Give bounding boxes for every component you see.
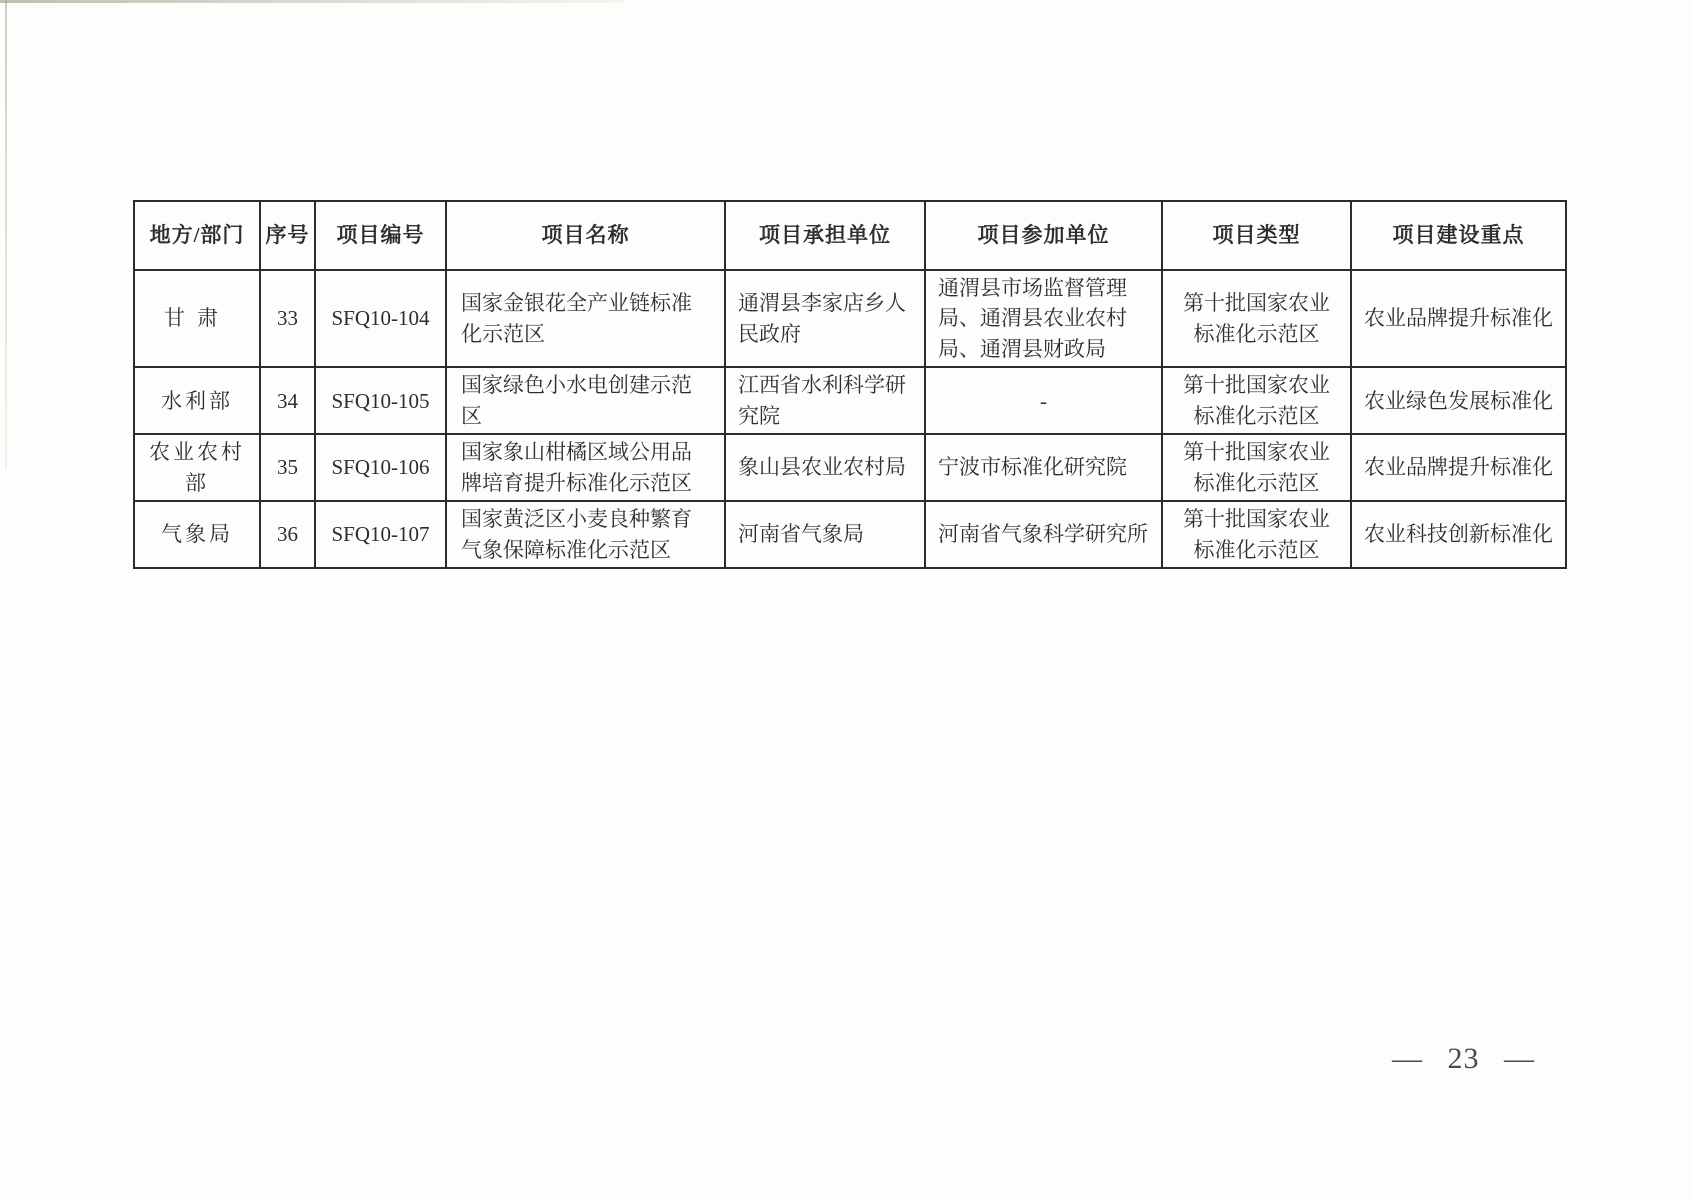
cell-focus: 农业绿色发展标准化	[1351, 367, 1566, 434]
table-header-row	[134, 201, 1566, 270]
column-header-region: 地方/部门	[134, 201, 260, 270]
cell-name: 国家黄泛区小麦良种繁育气象保障标准化示范区	[446, 501, 725, 568]
table-row	[134, 367, 1566, 434]
cell-seq: 34	[260, 367, 315, 434]
cell-seq: 33	[260, 270, 315, 367]
cell-region: 甘肃	[134, 270, 260, 367]
column-header-name: 项目名称	[446, 201, 725, 270]
cell-code: SFQ10-107	[315, 501, 446, 568]
cell-region: 农业农村部	[134, 434, 260, 501]
cell-code: SFQ10-106	[315, 434, 446, 501]
cell-participants: 宁波市标准化研究院	[925, 434, 1162, 501]
column-header-seq: 序号	[260, 201, 315, 270]
table-row	[134, 501, 1566, 568]
cell-undertaker: 河南省气象局	[725, 501, 925, 568]
cell-name: 国家金银花全产业链标准化示范区	[446, 270, 725, 367]
cell-region: 气象局	[134, 501, 260, 568]
scan-artifact-top	[0, 0, 625, 3]
page-number: — 23 —	[1392, 1042, 1535, 1075]
cell-code: SFQ10-104	[315, 270, 446, 367]
cell-name: 国家象山柑橘区域公用品牌培育提升标准化示范区	[446, 434, 725, 501]
cell-seq: 36	[260, 501, 315, 568]
cell-name: 国家绿色小水电创建示范区	[446, 367, 725, 434]
cell-type: 第十批国家农业标准化示范区	[1162, 434, 1351, 501]
cell-type: 第十批国家农业标准化示范区	[1162, 501, 1351, 568]
projects-table	[133, 200, 1567, 569]
scan-artifact-left	[5, 0, 7, 470]
column-header-code: 项目编号	[315, 201, 446, 270]
cell-undertaker: 象山县农业农村局	[725, 434, 925, 501]
column-header-undertaker: 项目承担单位	[725, 201, 925, 270]
cell-undertaker: 通渭县李家店乡人民政府	[725, 270, 925, 367]
column-header-focus: 项目建设重点	[1351, 201, 1566, 270]
cell-participants: 河南省气象科学研究所	[925, 501, 1162, 568]
cell-focus: 农业科技创新标准化	[1351, 501, 1566, 568]
cell-participants: 通渭县市场监督管理局、通渭县农业农村局、通渭县财政局	[925, 270, 1162, 367]
cell-region: 水利部	[134, 367, 260, 434]
cell-type: 第十批国家农业标准化示范区	[1162, 367, 1351, 434]
cell-focus: 农业品牌提升标准化	[1351, 434, 1566, 501]
table-row	[134, 270, 1566, 367]
cell-undertaker: 江西省水利科学研究院	[725, 367, 925, 434]
column-header-type: 项目类型	[1162, 201, 1351, 270]
column-header-participants: 项目参加单位	[925, 201, 1162, 270]
cell-seq: 35	[260, 434, 315, 501]
cell-focus: 农业品牌提升标准化	[1351, 270, 1566, 367]
cell-code: SFQ10-105	[315, 367, 446, 434]
cell-type: 第十批国家农业标准化示范区	[1162, 270, 1351, 367]
table-row	[134, 434, 1566, 501]
cell-participants: -	[925, 367, 1162, 434]
